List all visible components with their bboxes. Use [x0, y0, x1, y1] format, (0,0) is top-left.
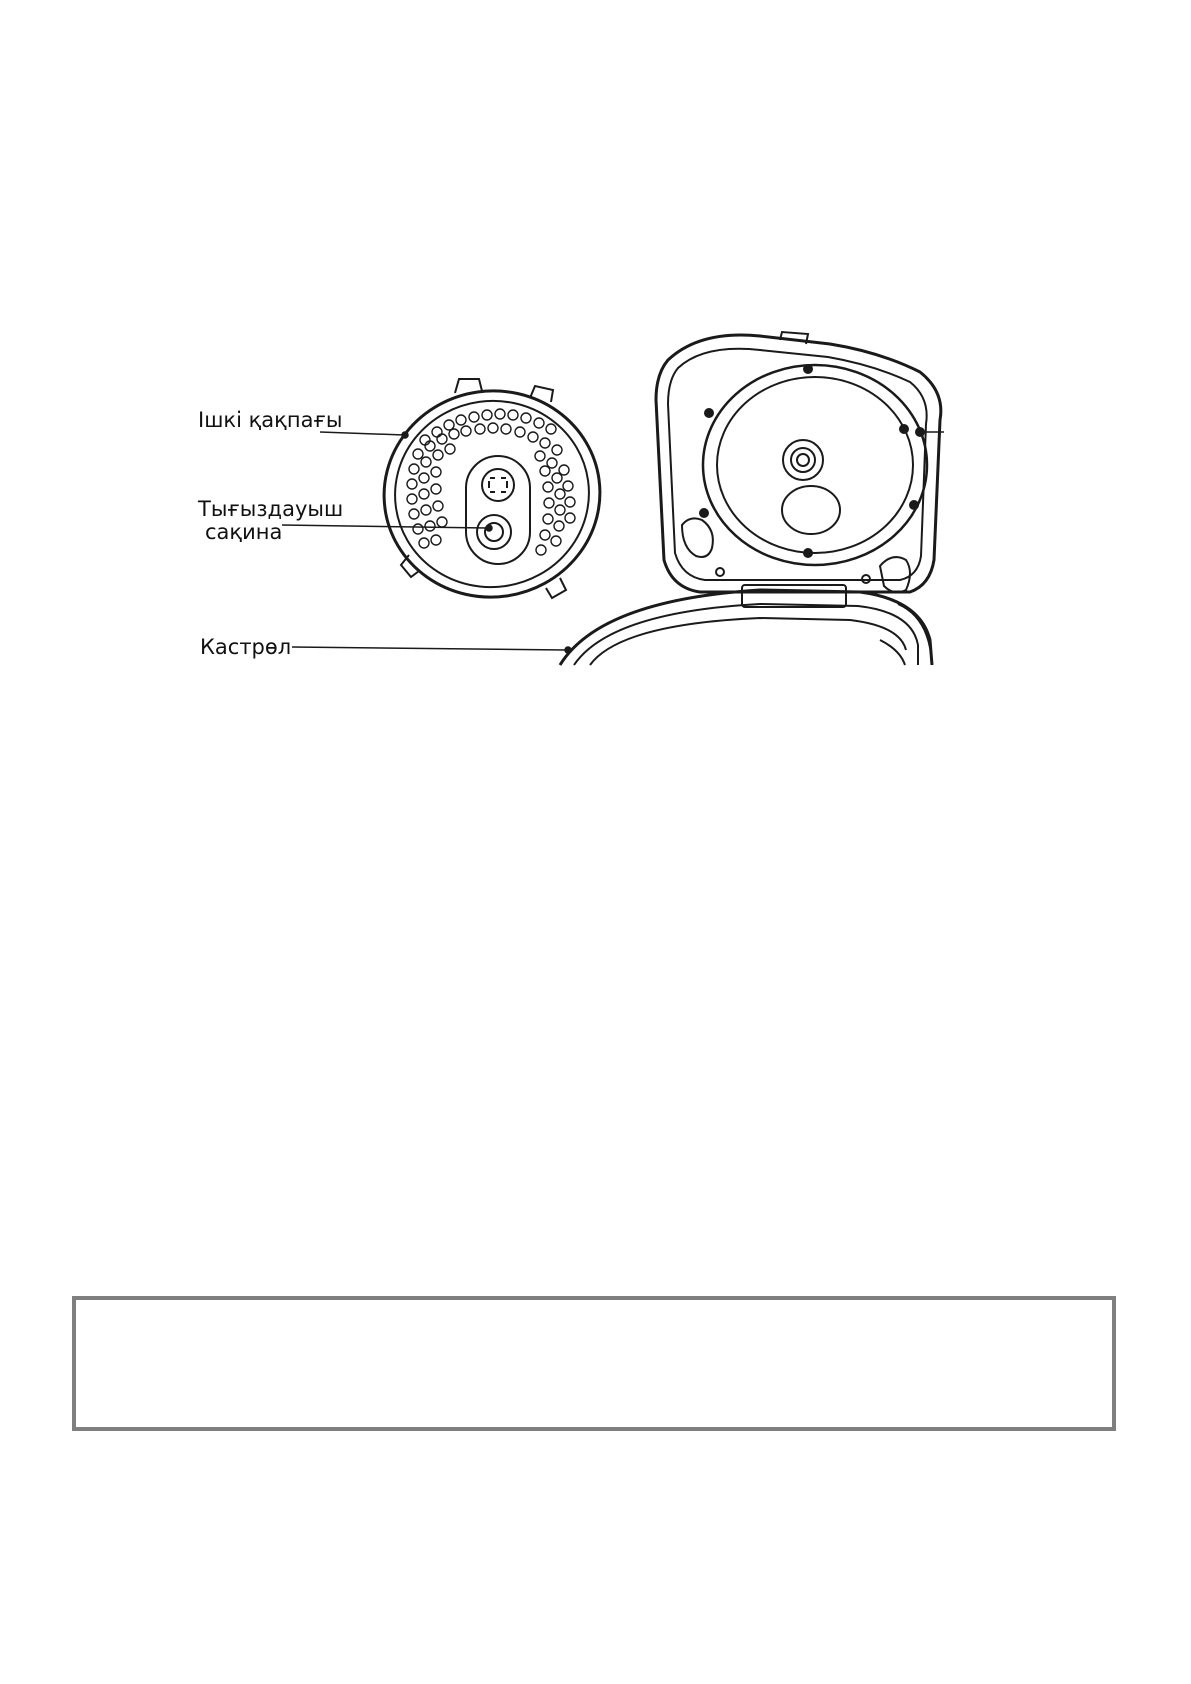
diagram-drawing — [0, 0, 1191, 700]
inner-lid-drawing — [371, 377, 614, 611]
cooker-drawing — [560, 332, 941, 665]
inner-lid-holes — [407, 409, 575, 555]
label-sealing-ring-line1: Тығыздауыш — [198, 497, 344, 521]
rice-cooker-diagram — [0, 0, 1191, 700]
label-inner-lid: Ішкі қақпағы — [198, 408, 343, 432]
label-pot: Кастрөл — [200, 635, 292, 659]
label-sealing-ring-line2: сақина — [205, 520, 283, 544]
note-box — [72, 1296, 1116, 1431]
